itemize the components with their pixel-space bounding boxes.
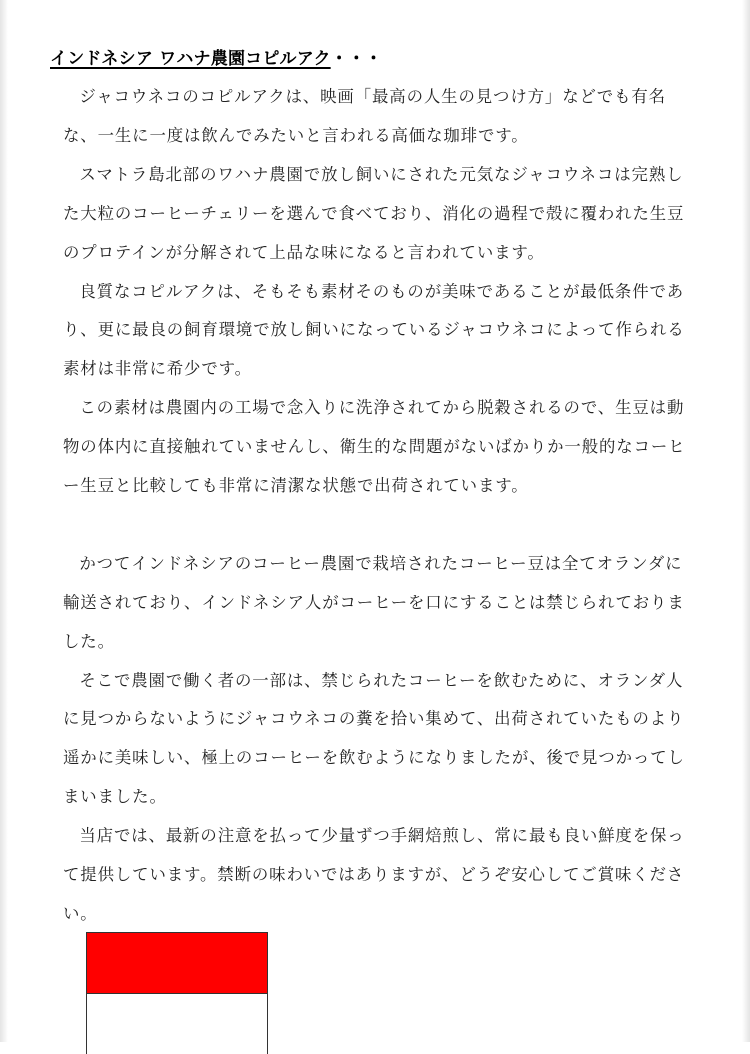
title-suffix: ・・・	[330, 49, 383, 69]
title-main: インドネシア ワハナ農園コピルアク	[50, 49, 331, 69]
paragraph-1: ジャコウネコのコピルアクは、映画「最高の人生の見つけ方」などでも有名な、一生に一度は飲んでみたいと言われる高価な珈琲です。	[63, 87, 666, 145]
indonesia-flag-image	[86, 932, 268, 1054]
flag-red-stripe	[87, 933, 267, 993]
paragraph-4: この素材は農園内の工場で念入りに洗浄されてから脱穀されるので、生豆は動物の体内に直接触れていませんし、衛生的な問題がないばかりか一般的なコーヒー生豆と比較しても非常に清潔な状態で出荷されています。	[63, 398, 686, 496]
paragraph-5: かつてインドネシアのコーヒー農園で栽培されたコーヒー豆は全てオランダに輸送されており、インドネシア人がコーヒーを口にすることは禁じられておりました。	[63, 553, 685, 651]
paragraph-7: 当店では、最新の注意を払って少量ずつ手網焙煎し、常に最も良い鮮度を保って提供しています。禁断の味わいではありますが、どうぞ安心してご賞味ください。	[63, 826, 685, 924]
flag-white-stripe	[87, 993, 267, 1054]
paragraph-3: 良質なコピルアクは、そもそも素材そのものが美味であることが最低条件であり、更に最良の飼育環境で放し飼いになっているジャコウネコによって作られる素材は非常に希少です。	[63, 281, 685, 379]
blank-line	[63, 506, 693, 545]
document-body	[63, 78, 693, 934]
document-title	[50, 44, 382, 69]
paragraph-2: スマトラ島北部のワハナ農園で放し飼いにされた元気なジャコウネコは完熟した大粒のコーヒーチェリーを選んで食べており、消化の過程で殻に覆われた生豆のプロテインが分解されて上品な味になると言われています。	[63, 164, 685, 262]
paragraph-6: そこで農園で働く者の一部は、禁じられたコーヒーを飲むために、オランダ人に見つからないようにジャコウネコの糞を拾い集めて、出荷されていたものより遥かに美味しい、極上のコーヒーを飲むようになりましたが、後で見つかってしまいました。	[63, 670, 685, 807]
